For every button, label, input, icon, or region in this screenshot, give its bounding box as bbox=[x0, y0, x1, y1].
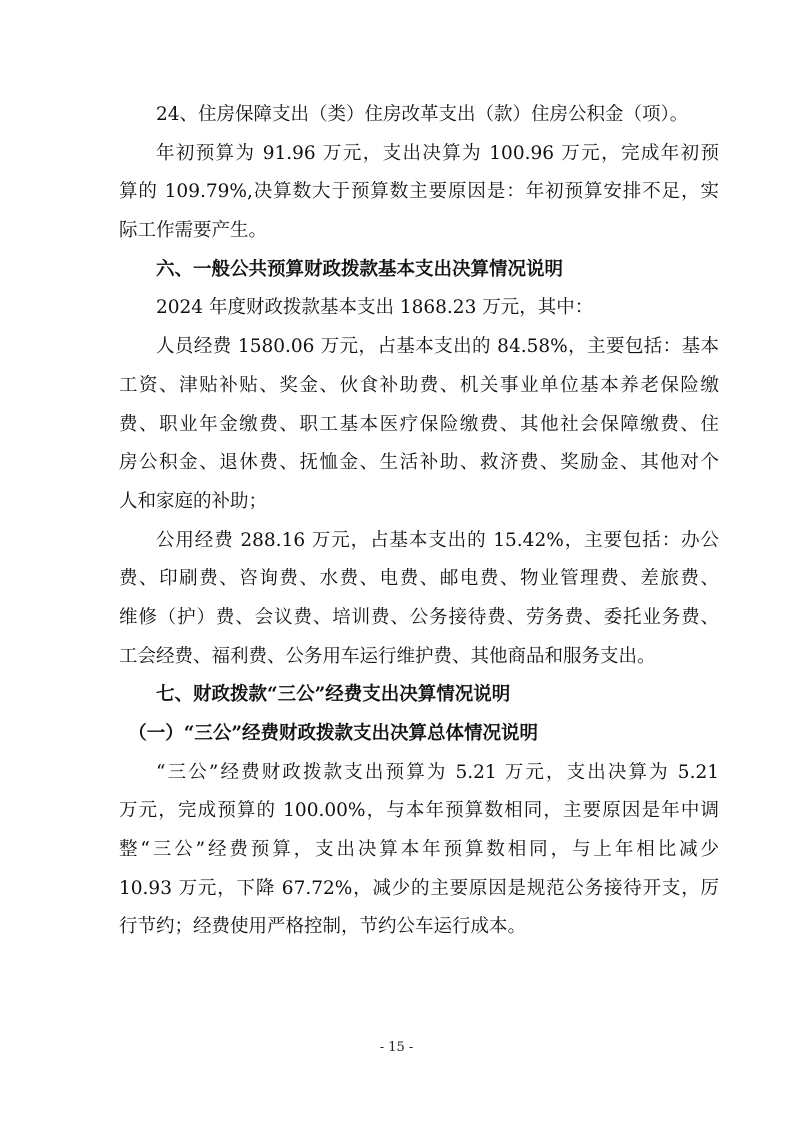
text-line: 人员经费 1580.06 万元，占基本支出的 84.58%，主要包括：基本 bbox=[156, 336, 719, 358]
text-line: 人和家庭的补助； bbox=[119, 490, 268, 512]
text-line: 24、住房保障支出（类）住房改革支出（款）住房公积金（项）。 bbox=[156, 104, 689, 125]
text-line: 际工作需要产生。 bbox=[119, 220, 268, 242]
text-line: 万元，完成预算的 100.00%，与本年预算数相同，主要原因是年中调 bbox=[119, 800, 719, 822]
text-line: 2024 年度财政拨款基本支出 1868.23 万元，其中： bbox=[156, 297, 594, 319]
text-line: 工资、津贴补贴、奖金、伙食补助费、机关事业单位基本养老保险缴 bbox=[119, 374, 719, 396]
text-line: 10.93 万元，下降 67.72%，减少的主要原因是规范公务接待开支，厉 bbox=[119, 877, 719, 899]
text-line: 算的 109.79%,决算数大于预算数主要原因是：年初预算安排不足，实 bbox=[119, 181, 719, 203]
text-line: 整“三公”经费预算，支出决算本年预算数相同，与上年相比减少 bbox=[119, 839, 719, 861]
text-line: 费、职业年金缴费、职工基本医疗保险缴费、其他社会保障缴费、住 bbox=[119, 413, 719, 435]
section-heading-6: 六、一般公共预算财政拨款基本支出决算情况说明 bbox=[156, 258, 564, 280]
text-line: 工会经费、福利费、公务用车运行维护费、其他商品和服务支出。 bbox=[119, 645, 656, 667]
text-line: 费、印刷费、咨询费、水费、电费、邮电费、物业管理费、差旅费、 bbox=[119, 568, 719, 590]
page-number: - 15 - bbox=[379, 1040, 414, 1055]
text-line: 公用经费 288.16 万元，占基本支出的 15.42%，主要包括：办公 bbox=[156, 529, 719, 551]
text-line: “三公”经费财政拨款支出预算为 5.21 万元，支出决算为 5.21 bbox=[156, 761, 719, 783]
text-line: 行节约；经费使用严格控制，节约公车运行成本。 bbox=[119, 916, 527, 938]
text-line: 年初预算为 91.96 万元，支出决算为 100.96 万元，完成年初预 bbox=[156, 142, 719, 164]
text-line: 房公积金、退休费、抚恤金、生活补助、救济费、奖励金、其他对个 bbox=[119, 452, 719, 474]
section-heading-7: 七、财政拨款“三公”经费支出决算情况说明 bbox=[156, 684, 511, 706]
text-line: 维修（护）费、会议费、培训费、公务接待费、劳务费、委托业务费、 bbox=[119, 606, 719, 628]
subsection-heading-1: （一）“三公”经费财政拨款支出决算总体情况说明 bbox=[128, 723, 539, 744]
document-body bbox=[119, 96, 719, 947]
